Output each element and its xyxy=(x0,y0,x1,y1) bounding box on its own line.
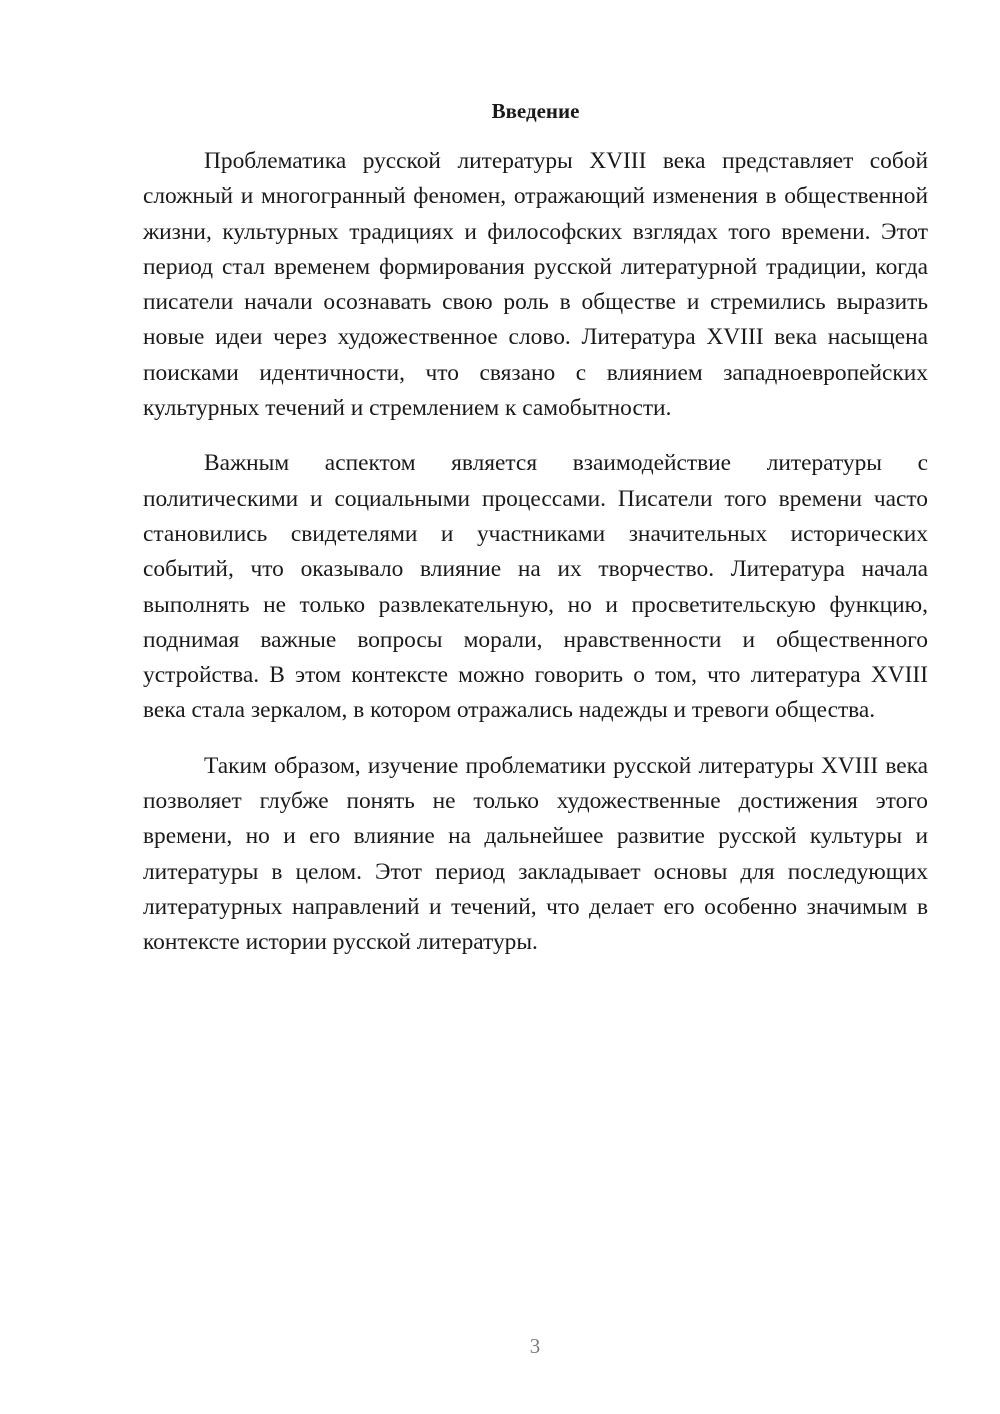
paragraph-2: Важным аспектом является взаимодействие литературы с политическими и социальными процессами. Писатели того времени часто становились свидетелями и участниками значительных исторических событий, что оказывало влияние на их творчество. Литература начала выполнять не только развлекательную, но и просветительскую функцию, поднимая важные вопросы морали, нравственности и общественного устройства. В этом контексте можно говорить о том, что литература XVIII века стала зеркалом, в котором отражались надежды и тревоги общества. xyxy=(143,450,928,724)
paragraph-3: Таким образом, изучение проблематики русской литературы XVIII века позволяет глубже понять не только художественные достижения этого времени, но и его влияние на дальнейшее развитие русской культуры и литературы в целом. Этот период закладывает основы для последующих литературных направлений и течений, что делает его особенно значимым в контексте истории русской литературы. xyxy=(143,752,928,956)
page-number: 3 xyxy=(529,1334,541,1358)
body-text xyxy=(143,144,928,981)
page-title: Введение xyxy=(491,99,580,123)
paragraph-1: Проблематика русской литературы XVIII века представляет собой сложный и многогранный феномен, отражающий изменения в общественной жизни, культурных традициях и философских взглядах того времени. Этот период стал временем формирования русской литературной традиции, когда писатели начали осознавать свою роль в обществе и стремились выразить новые идеи через художественное слово. Литература XVIII века насыщена поисками идентичности, что связано с влиянием западноевропейских культурных течений и стремлением к самобытности. xyxy=(143,148,928,422)
